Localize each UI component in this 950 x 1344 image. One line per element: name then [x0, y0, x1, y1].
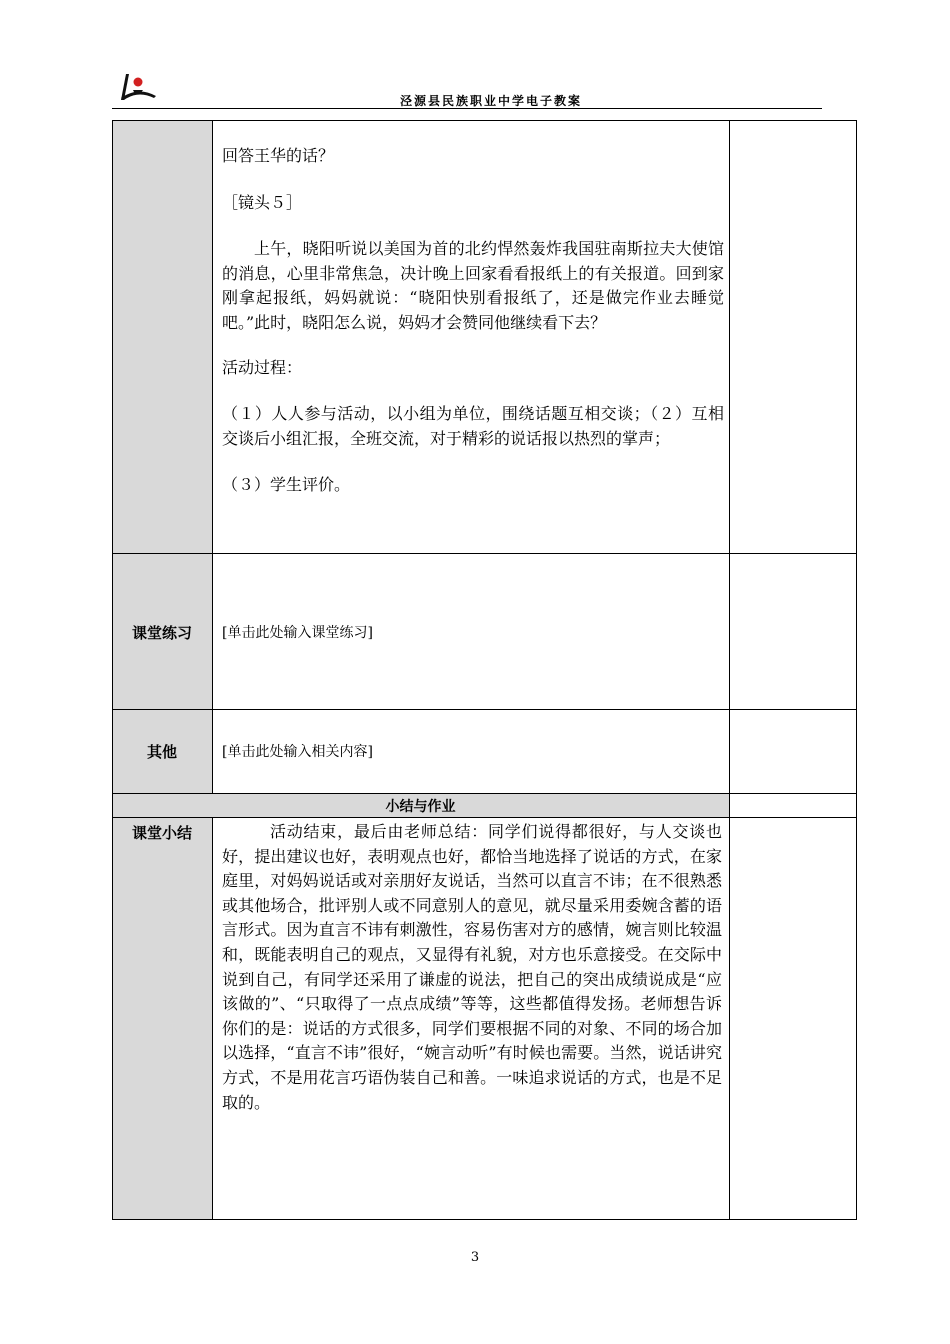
activity-steps: （１）人人参与活动，以小组为单位，围绕话题互相交谈；（２）互相交谈后小组汇报，全班交流，对于精彩的说话报以热烈的掌声；: [222, 404, 724, 448]
activity-heading: 活动过程：: [222, 357, 303, 377]
scene-paragraph: 上午，晓阳听说以美国为首的北约悍然轰炸我国驻南斯拉夫大使馆的消息，心里非常焦急，决计晚上回家看看报纸上的有关报道。回到家刚拿起报纸，妈妈就说：“晓阳快别看报纸了，还是做完作业去睡觉吧。”此时，晓阳怎么说，妈妈才会赞同他继续看下去？: [222, 239, 724, 332]
practice-label: 课堂练习: [131, 624, 192, 642]
top-section-content: [222, 144, 724, 498]
header-rule: [112, 108, 822, 109]
label-cell-summary: [112, 817, 212, 1219]
label-cell-top: [112, 120, 212, 553]
summary-section-heading: 小结与作业: [385, 799, 456, 815]
summary-label: 课堂小结: [131, 824, 192, 842]
question-line: 回答王华的话？: [222, 146, 335, 165]
other-label: 其他: [146, 743, 177, 761]
other-input[interactable]: [单击此处输入相关内容]: [222, 744, 373, 760]
header-title: 泾源县民族职业中学电子教案: [399, 94, 582, 108]
school-logo: [118, 70, 158, 104]
page-number: 3: [470, 1250, 480, 1265]
activity-evaluation: （３）学生评价。: [222, 475, 351, 495]
scene-heading: ［镜头５］: [222, 192, 303, 212]
practice-input[interactable]: [单击此处输入课堂练习]: [222, 625, 373, 641]
summary-text: 活动结束，最后由老师总结：同学们说得都很好，与人交谈也好，提出建议也好，表明观点也好，都恰当地选择了说话的方式，在家庭里，对妈妈说话或对亲朋好友说话，当然可以直言不讳；在不很熟悉或其他场合，批评别人或不同意别人的意见，就尽量采用委婉含蓄的语言形式。因为直言不讳有刺激性，容易伤害对方的感情，婉言则比较温和，既能表明自己的观点，又显得有礼貌，对方也乐意接受。在交际中说到自己，有同学还采用了谦虚的说法，把自己的突出成绩说成是“应该做的”、“只取得了一点点成绩”等等，这些都值得发扬。老师想告诉你们的是：说话的方式很多，同学们要根据不同的对象、不同的场合加以选择，“直言不讳”很好，“婉言动听”有时候也需要。当然，说话讲究方式，不是用花言巧语伪装自己和善。一味追求说话的方式，也是不足取的。: [222, 822, 722, 1112]
